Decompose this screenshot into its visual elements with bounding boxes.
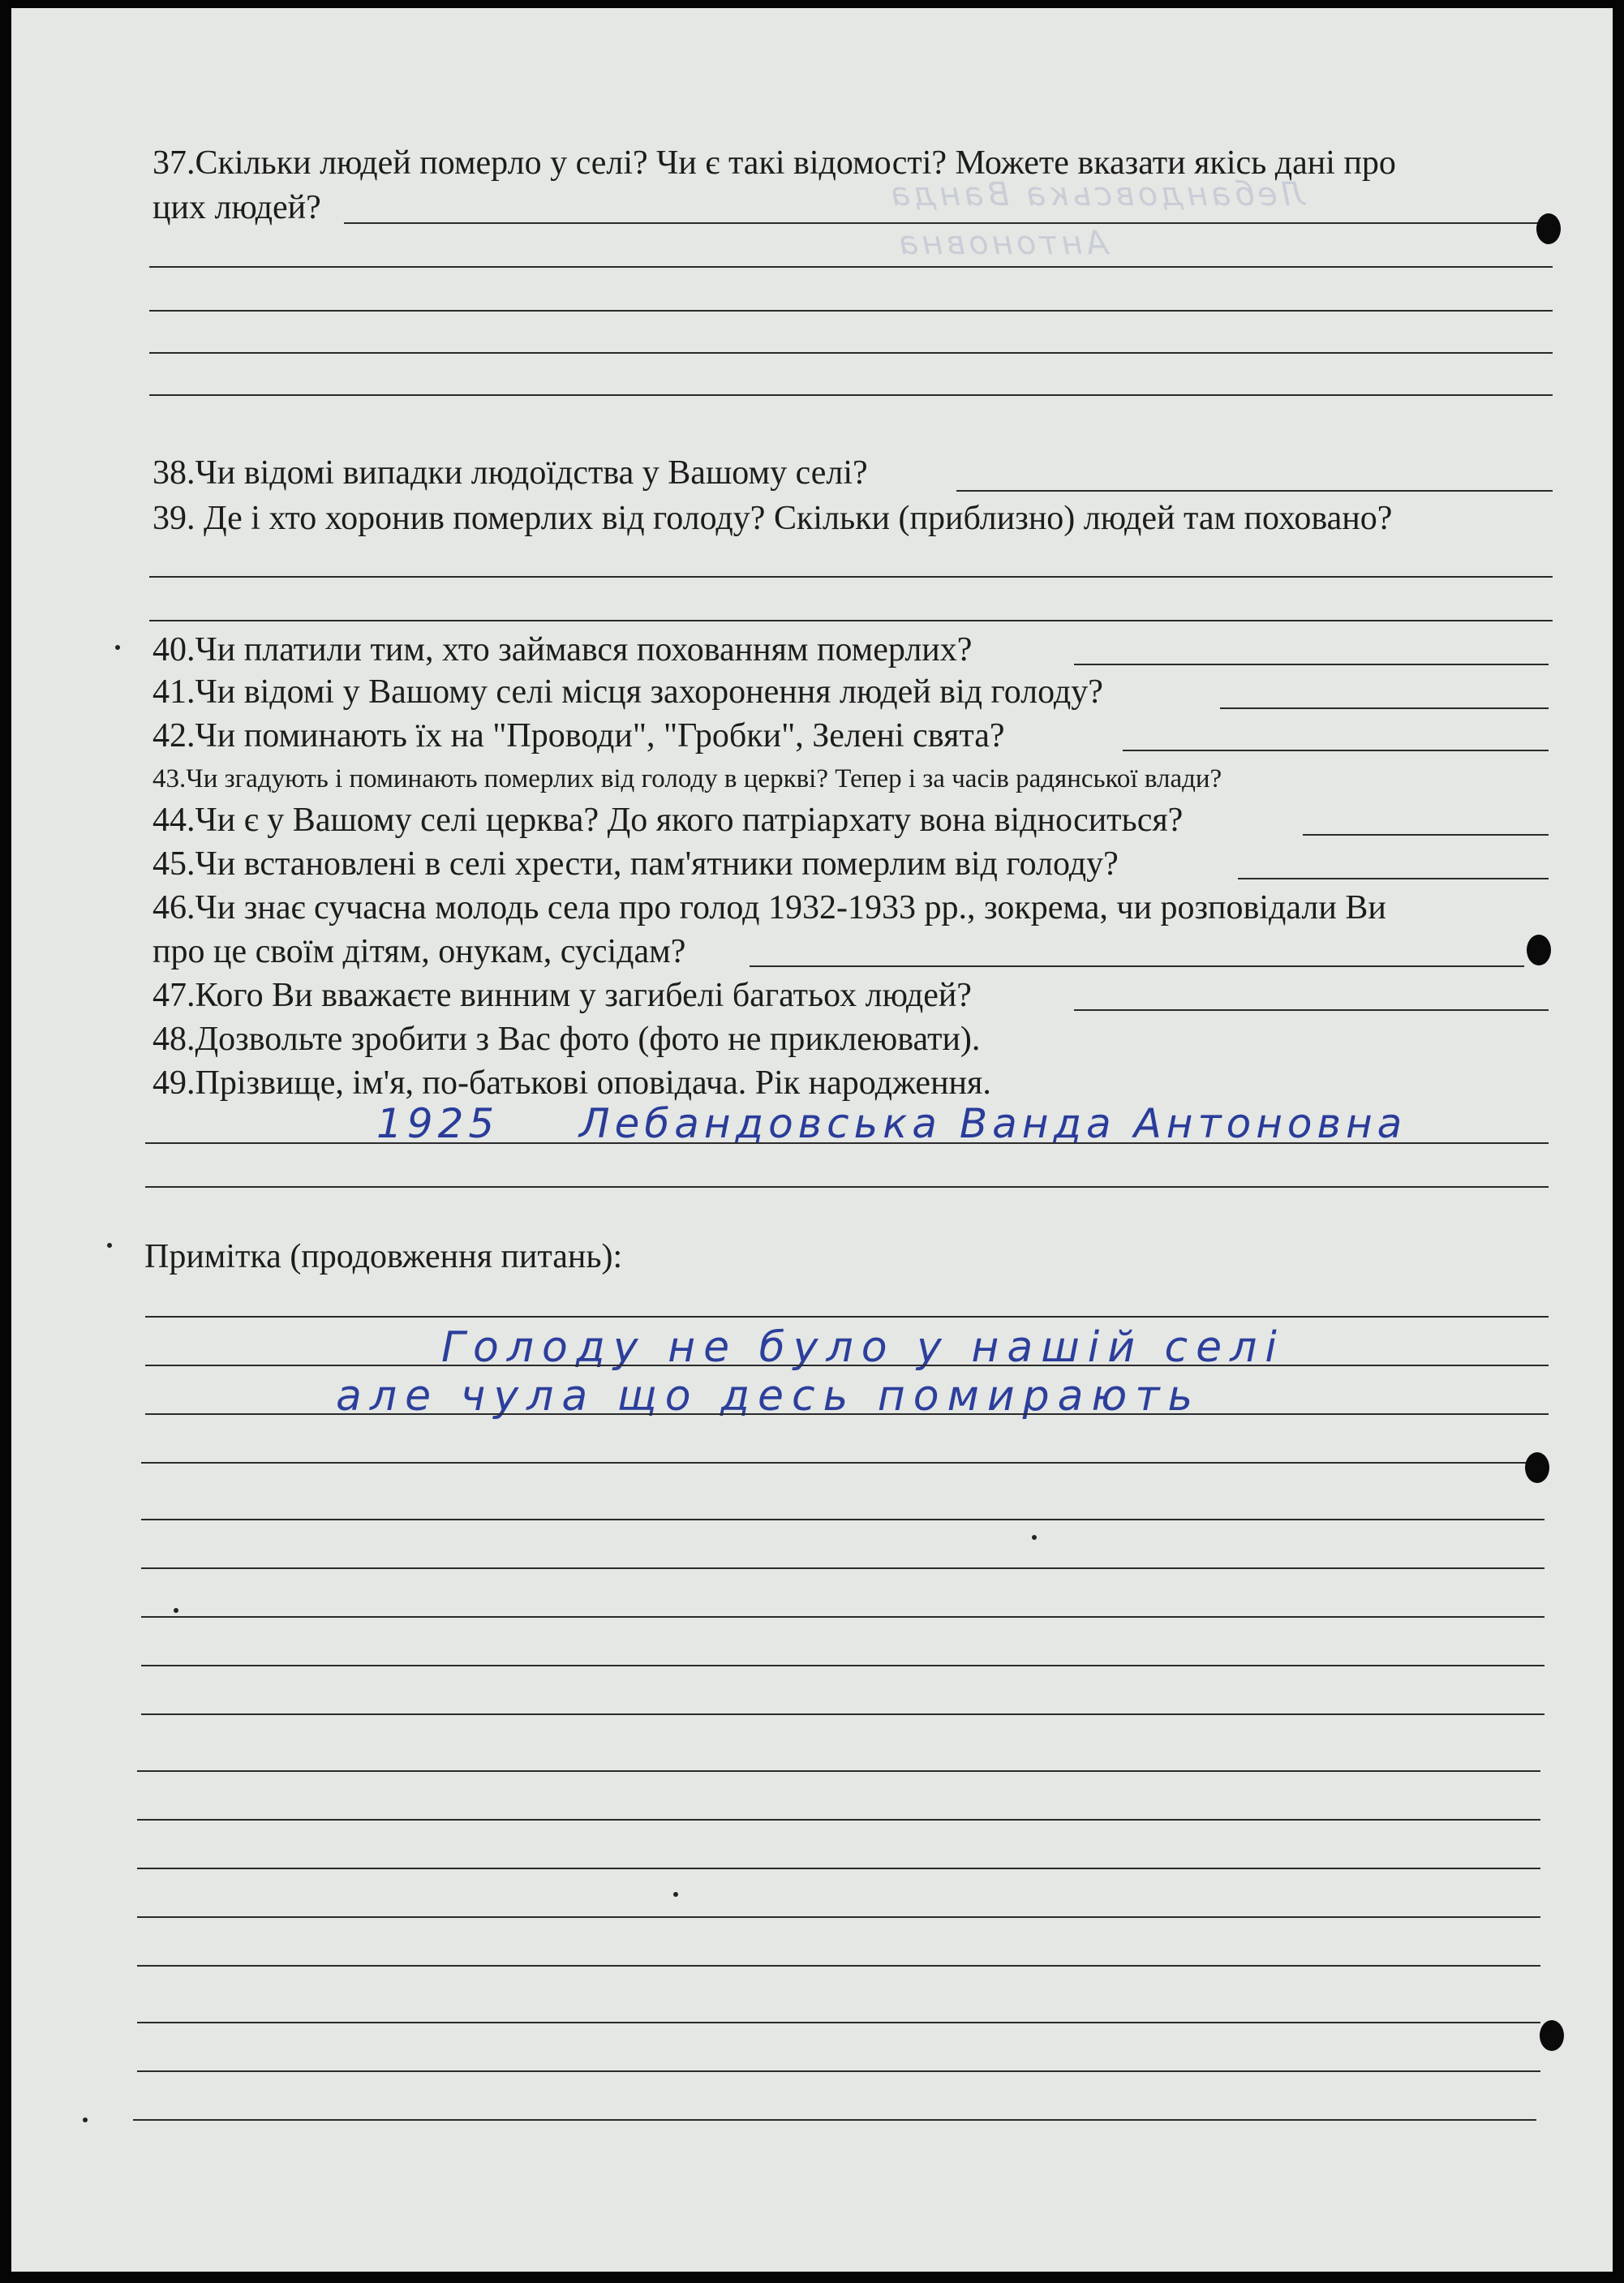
question-44: 44.Чи є у Вашому селі церква? До якого патріархату вона відноситься? (153, 802, 1184, 839)
answer-line (1123, 750, 1549, 751)
question-46-line2: про це своїм дітям, онукам, сусідам? (153, 933, 686, 970)
paper-speck (1032, 1535, 1037, 1540)
note-line (141, 1567, 1545, 1569)
answer-line (149, 266, 1553, 268)
answer-49-year: 1925 (376, 1100, 500, 1147)
note-line (137, 1868, 1540, 1869)
answer-line (344, 222, 1549, 224)
question-43: 43.Чи згадують і поминають померлих від голоду в церкві? Тепер і за часів радянської влади? (153, 764, 1222, 793)
note-line (141, 1519, 1545, 1520)
note-line (145, 1316, 1549, 1318)
paper-speck (673, 1892, 678, 1897)
question-41: 41.Чи відомі у Вашому селі місця захоронення людей від голоду? (153, 673, 1103, 711)
punch-hole (1536, 213, 1561, 244)
answer-line (149, 576, 1553, 578)
answer-line (956, 490, 1553, 492)
note-line (137, 1965, 1540, 1967)
answer-line (1238, 878, 1549, 879)
question-46-line1: 46.Чи знає сучасна молодь села про голод 1932-1933 рр., зокрема, чи розповідали Ви (153, 889, 1386, 927)
paper-speck (107, 1243, 112, 1248)
note-line (145, 1413, 1549, 1415)
question-37-line2: цих людей? (153, 189, 321, 226)
show-through-text: Лебандовська Ванда (887, 176, 1305, 213)
punch-hole (1540, 2020, 1564, 2051)
note-answer-line2: але чула що десь помирають (336, 1372, 1201, 1421)
question-49: 49.Прізвище, ім'я, по-батькові оповідача. Рік народження. (153, 1064, 991, 1102)
note-line (137, 2070, 1540, 2072)
punch-hole (1525, 1452, 1549, 1483)
answer-line (1074, 664, 1549, 665)
note-line (141, 1462, 1545, 1464)
note-line (133, 2119, 1536, 2121)
answer-line (149, 620, 1553, 621)
question-48: 48.Дозвольте зробити з Вас фото (фото не приклеювати). (153, 1021, 981, 1058)
answer-line (1303, 834, 1549, 836)
note-line (141, 1616, 1545, 1618)
answer-line (750, 965, 1524, 967)
question-37-line1: 37.Скільки людей померло у селі? Чи є такі відомості? Можете вказати якісь дані про (153, 144, 1396, 182)
answer-line (145, 1186, 1549, 1188)
note-line (137, 1916, 1540, 1918)
note-line (141, 1713, 1545, 1715)
question-40: 40.Чи платили тим, хто займався похованням померлих? (153, 631, 973, 669)
paper-speck (174, 1608, 178, 1613)
answer-line (149, 310, 1553, 312)
question-39: 39. Де і хто хоронив померлих від голоду? Скільки (приблизно) людей там поховано? (153, 500, 1393, 537)
paper-speck (83, 2117, 88, 2122)
note-line (145, 1365, 1549, 1366)
questionnaire-page (11, 8, 1613, 2272)
answer-line (1220, 707, 1549, 709)
note-heading: Примітка (продовження питань): (144, 1238, 623, 1275)
answer-line (149, 394, 1553, 396)
note-answer-line1: Голоду не було у нашій селі (441, 1323, 1285, 1372)
note-line (137, 2022, 1540, 2023)
note-line (137, 1819, 1540, 1821)
punch-hole (1527, 935, 1551, 965)
answer-line (149, 352, 1553, 354)
question-38: 38.Чи відомі випадки людоїдства у Вашому селі? (153, 454, 868, 492)
question-42: 42.Чи поминають їх на "Проводи", "Гробки", Зелені свята? (153, 717, 1005, 755)
show-through-text: Антоновна (896, 225, 1109, 262)
question-45: 45.Чи встановлені в селі хрести, пам'ятники померлим від голоду? (153, 845, 1119, 883)
question-47: 47.Кого Ви вважаєте винним у загибелі багатьох людей? (153, 977, 972, 1014)
answer-line (1074, 1009, 1549, 1011)
answer-line (145, 1142, 1549, 1144)
paper-speck (115, 645, 120, 650)
note-line (141, 1665, 1545, 1666)
note-line (137, 1770, 1540, 1772)
answer-49-name: Лебандовська Ванда Антоновна (579, 1100, 1407, 1147)
